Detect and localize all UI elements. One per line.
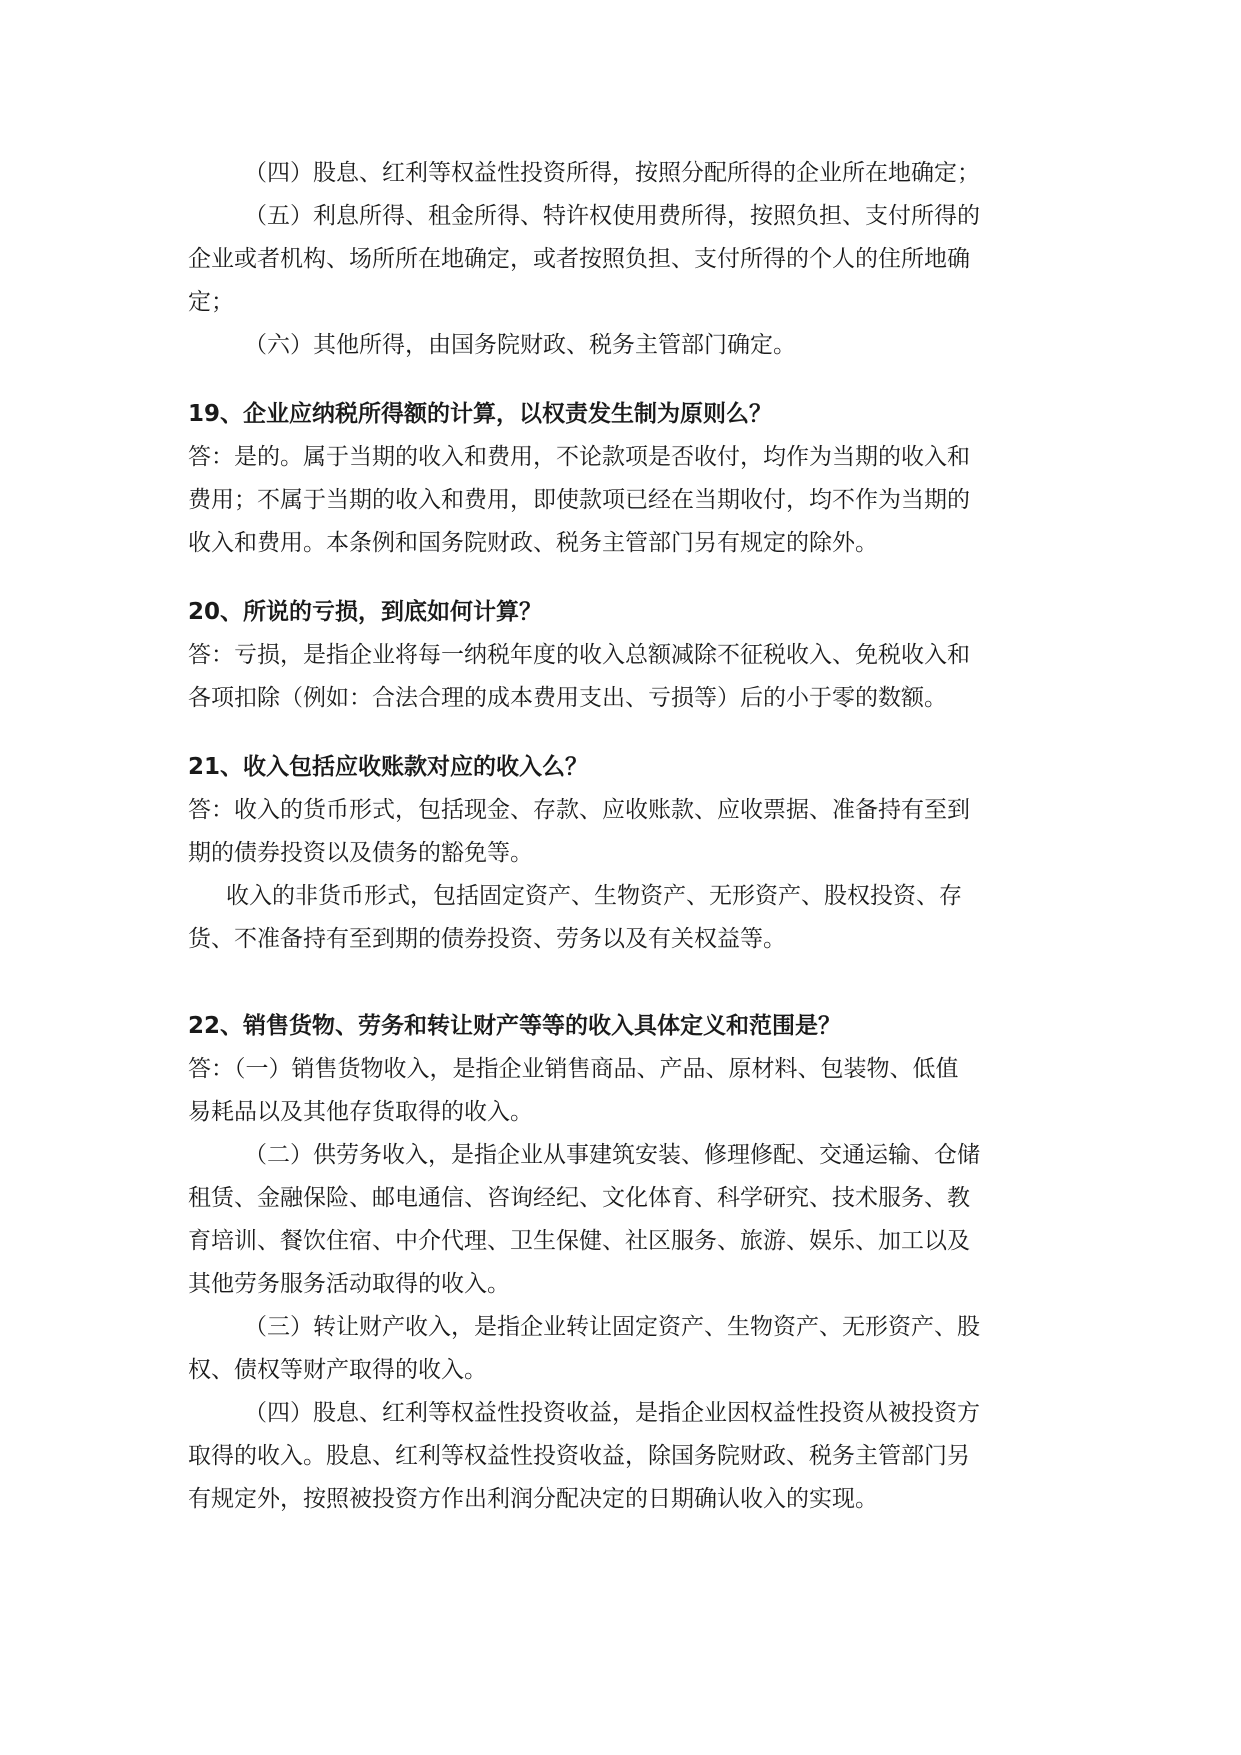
question-22-heading: 22、销售货物、劳务和转让财产等等的收入具体定义和范围是？	[188, 1013, 842, 1039]
answer-line: 期的债券投资以及债务的豁免等。	[188, 840, 533, 866]
answer-line: 收入和费用。本条例和国务院财政、税务主管部门另有规定的除外。	[188, 530, 878, 556]
answer-line: 育培训、餐饮住宿、中介代理、卫生保健、社区服务、旅游、娱乐、加工以及	[188, 1228, 970, 1254]
question-20-heading: 20、所说的亏损，到底如何计算？	[188, 599, 543, 625]
answer-line: 各项扣除（例如：合法合理的成本费用支出、亏损等）后的小于零的数额。	[188, 685, 947, 711]
paragraph-line: 定；	[188, 289, 234, 315]
answer-line: （四）股息、红利等权益性投资收益，是指企业因权益性投资从被投资方	[244, 1400, 980, 1426]
answer-line: 答：（一）销售货物收入，是指企业销售商品、产品、原材料、包装物、低值	[188, 1056, 959, 1082]
answer-line: （二）供劳务收入，是指企业从事建筑安装、修理修配、交通运输、仓储	[244, 1142, 980, 1168]
answer-line: 易耗品以及其他存货取得的收入。	[188, 1099, 533, 1125]
question-21-heading: 21、收入包括应收账款对应的收入么？	[188, 754, 589, 780]
answer-line: 货、不准备持有至到期的债券投资、劳务以及有关权益等。	[188, 926, 786, 952]
paragraph-line: （六）其他所得，由国务院财政、税务主管部门确定。	[244, 332, 796, 358]
paragraph-line: （四）股息、红利等权益性投资所得，按照分配所得的企业所在地确定；	[244, 160, 980, 186]
answer-line: 答：是的。属于当期的收入和费用，不论款项是否收付，均作为当期的收入和	[188, 444, 970, 470]
answer-line: 收入的非货币形式，包括固定资产、生物资产、无形资产、股权投资、存	[226, 883, 962, 909]
answer-line: 租赁、金融保险、邮电通信、咨询经纪、文化体育、科学研究、技术服务、教	[188, 1185, 970, 1211]
answer-line: 权、债权等财产取得的收入。	[188, 1357, 487, 1383]
answer-line: 答：收入的货币形式，包括现金、存款、应收账款、应收票据、准备持有至到	[188, 797, 970, 823]
answer-line: 答：亏损，是指企业将每一纳税年度的收入总额减除不征税收入、免税收入和	[188, 642, 970, 668]
paragraph-line: 企业或者机构、场所所在地确定，或者按照负担、支付所得的个人的住所地确	[188, 246, 970, 272]
answer-line: （三）转让财产收入，是指企业转让固定资产、生物资产、无形资产、股	[244, 1314, 980, 1340]
answer-line: 费用；不属于当期的收入和费用，即使款项已经在当期收付，均不作为当期的	[188, 487, 970, 513]
answer-line: 取得的收入。股息、红利等权益性投资收益，除国务院财政、税务主管部门另	[188, 1443, 970, 1469]
question-19-heading: 19、企业应纳税所得额的计算，以权责发生制为原则么？	[188, 401, 773, 427]
paragraph-line: （五）利息所得、租金所得、特许权使用费所得，按照负担、支付所得的	[244, 203, 980, 229]
answer-line: 其他劳务服务活动取得的收入。	[188, 1271, 510, 1297]
answer-line: 有规定外，按照被投资方作出利润分配决定的日期确认收入的实现。	[188, 1486, 878, 1512]
document-page	[188, 152, 1048, 1521]
